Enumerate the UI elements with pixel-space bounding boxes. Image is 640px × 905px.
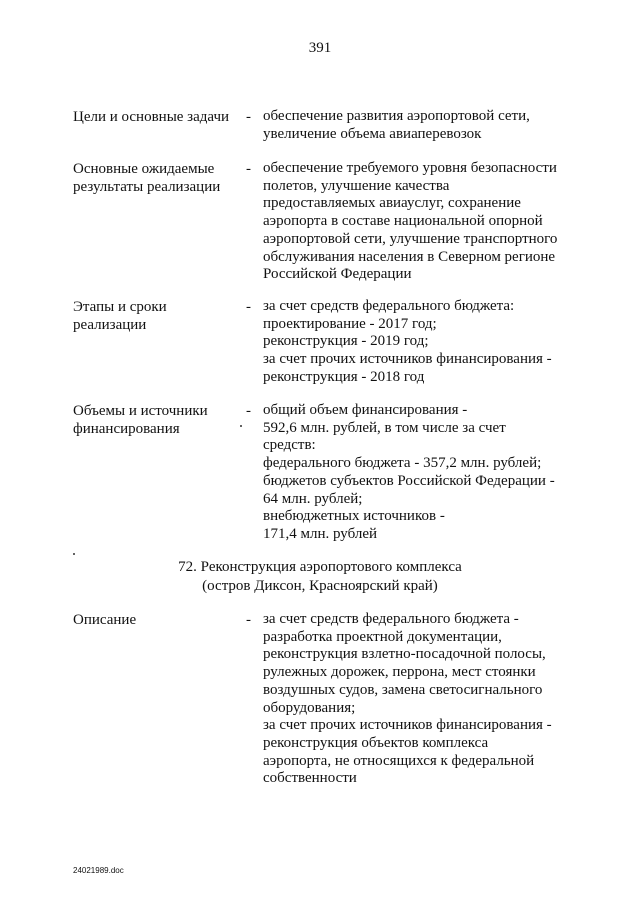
section-label: Этапы и сроки реализации — [73, 299, 167, 333]
section-label: Описание — [73, 612, 137, 628]
section-value: за счет средств федерального бюджета: проектирование - 2017 год; реконструкция - 2019 год; за счет прочих источников финансирования - реконструкция - 2018 год — [263, 298, 552, 385]
section-value: обеспечение развития аэропортовой сети, увеличение объема авиаперевозок — [263, 108, 530, 142]
section-dash: - — [246, 299, 251, 315]
section-dash: - — [246, 109, 251, 125]
scan-speck — [73, 553, 75, 555]
section-label: Цели и основные задачи — [73, 109, 230, 125]
section-dash: - — [246, 403, 251, 419]
section-value: за счет средств федерального бюджета - разработка проектной документации, реконструкция взлетно-посадочной полосы, рулежных дорожек, перрона, мест стоянки воздушных судов, замена светосигнального оборудования; за счет прочих источников финансирования - реконструкция объектов комплекса аэропорта, не относящихся к федеральной собственности — [263, 611, 552, 787]
section-dash: - — [246, 161, 251, 177]
section-dash: - — [246, 612, 251, 628]
scan-speck — [240, 425, 242, 427]
section-label: Основные ожидаемые результаты реализации — [73, 161, 221, 195]
section-value: обеспечение требуемого уровня безопасности полетов, улучшение качества предоставляемых авиауслуг, сохранение аэропорта в составе национальной опорной аэропортовой сети, улучшение транспортного обслуживания населения в Северном регионе Российской Федерации — [263, 160, 558, 283]
project-heading: 72. Реконструкция аэропортового комплекса (остров Диксон, Красноярский край) — [178, 559, 462, 594]
section-value: общий объем финансирования - 592,6 млн. рублей, в том числе за счет средств: федерального бюджета - 357,2 млн. рублей; бюджетов субъектов Российской Федерации - 64 млн. рублей; внебюджетных источников - 171,4 млн. рублей — [263, 402, 555, 542]
section-label: Объемы и источники финансирования — [73, 403, 208, 437]
page-number: 391 — [308, 40, 332, 56]
footer-filename: 24021989.doc — [73, 866, 124, 875]
